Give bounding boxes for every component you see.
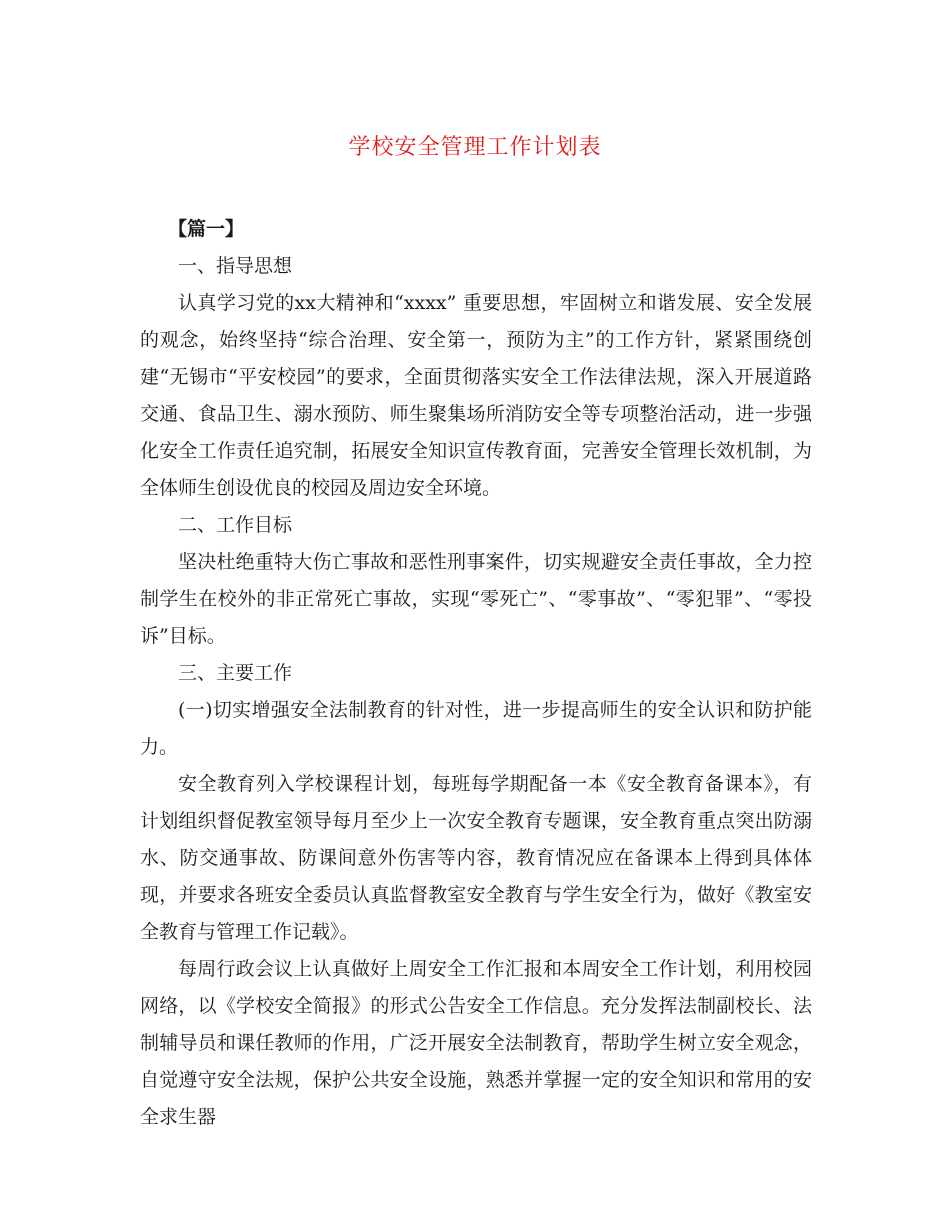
heading-guiding-ideology: 一、指导思想: [178, 255, 293, 277]
paragraph-guiding-ideology: 认真学习党的xx大精神和“xxxx” 重要思想，牢固树立和谐发展、安全发展的观念，始终坚持“综合治理、安全第一，预防为主”的工作方针，紧紧围绕创建“无锡市“平安校园”的要求，全面贯彻落实安全工作法律法规，深入开展道路交通、食品卫生、溺水预防、师生聚集场所消防安全等专项整治活动，进一步强化安全工作责任追究制，拓展安全知识宣传教育面，完善安全管理长效机制，为全体师生创设优良的校园及周边安全环境。: [140, 292, 812, 499]
paragraph-work-goals: 坚决杜绝重特大伤亡事故和恶性刑事案件，切实规避安全责任事故，全力控制学生在校外的非正常死亡事故，实现“零死亡”、“零事故”、“零犯罪”、“零投诉”目标。: [140, 551, 812, 647]
heading-work-goals: 二、工作目标: [178, 514, 293, 536]
heading-main-work: 三、主要工作: [178, 662, 293, 684]
paragraph-weekly-meeting: 每周行政会议上认真做好上周安全工作汇报和本周安全工作计划，利用校园网络，以《学校安全简报》的形式公告安全工作信息。充分发挥法制副校长、法制辅导员和课任教师的作用，广泛开展安全法制教育，帮助学生树立安全观念，自觉遵守安全法规，保护公共安全设施，熟悉并掌握一定的安全知识和常用的安全求生器: [140, 958, 812, 1128]
paragraph-safety-curriculum: 安全教育列入学校课程计划，每班每学期配备一本《安全教育备课本》，有计划组织督促教室领导每月至少上一次安全教育专题课，安全教育重点突出防溺水、防交通事故、防课间意外伤害等内容，教育情况应在备课本上得到具体体现，并要求各班安全委员认真监督教室安全教育与学生安全行为，做好《教室安全教育与管理工作记载》。: [140, 773, 812, 943]
subheading-legal-education: (一)切实增强安全法制教育的针对性，进一步提高师生的安全认识和防护能力。: [140, 699, 812, 758]
section-label: 【篇一】: [168, 218, 245, 240]
document-title: 学校安全管理工作计划表: [348, 135, 602, 160]
document-body: [140, 211, 812, 1136]
